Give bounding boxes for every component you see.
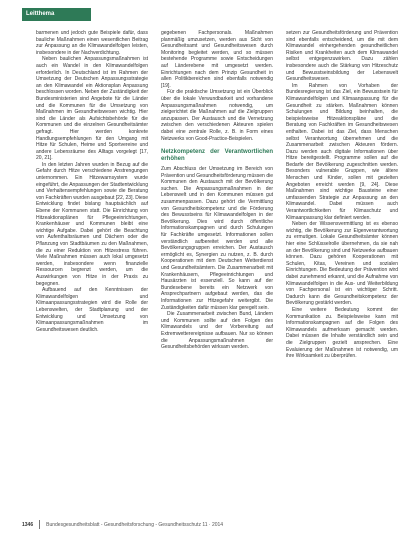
paragraph: gegebenen Fachpersonals. Maßnahmen planmäßig umzusetzen, werden aus Sicht von Gesundheitsamt und Gesundheitswesen durch Monitoring begleitet werden, und so müssen bestehende Programme sowie Entscheidungen auf Länderebene mit umgesetzt werden. Einrichtungen nach dem Prinzip Gesundheit in allen Politikbereichen sind ebenfalls notwendig [19]. [161,30,273,89]
footer-divider [39,520,40,529]
paragraph: Neben der Wissensvermittlung ist es ebenso wichtig, die Bevölkerung zur Eigenverantwortung zu ermutigen. Lokale Gesundheitsämter können hier eine Schlüsselrolle übernehmen, da sie nah an der Bevölkerung sind und Netzwerke aufbauen können. Dazu gehören Kooperationen mit Schulen, Kitas, Vereinen und sozialen Einrichtungen. Die Bedeutung der Prävention wird dabei zunehmend erkannt, und die Aufnahme von Klimawandelfolgen in die Aus- und Weiterbildung von Fachpersonal ist ein wichtiger Schritt. Dadurch kann die Gesundheitskompetenz der Bevölkerung gestärkt werden. [286,221,398,307]
column-3 [286,30,398,360]
paragraph: barmenen und jedoch gute Beispiele dafür, dass bauliche Maßnahmen einen wesentlichen Beitrag zur Anpassung an die Klimawandelfolgen leisten, insbesondere in der Nachverdichtung. [36,30,148,56]
paragraph: In den letzten Jahren wurden in Bezug auf die Gefahr durch Hitze verschiedene Anstrengungen unternommen. Ein Hitzewarnsystem wurde eingeführt, die Anpassungen der Stadtentwicklung und Verhaltensempfehlungen sowie die Beratung von Fachkräften wurden ausgebaut [22, 23]. Diese Entwicklung findet bislang hauptsächlich auf Ebene der Kommunen statt. Die Einrichtung von Hitzeaktionsplänen für Pflegeeinrichtungen, Krankenhäuser und Kommunen bleibt eine wichtige Aufgabe. Dabei gehört die Beachtung von Aufenthaltsräumen und Dächern oder die Pflanzung von Stadtbäumen zu den Maßnahmen, die zu einer Reduktion von Hitzestress führen. Viele Maßnahmen müssen auch lokal umgesetzt werden, insbesondere wenn finanzielle Ressourcen begrenzt werden, um die Auswirkungen von Hitze in der Praxis zu begegnen. [36,161,149,287]
column-1 [36,30,148,333]
paragraph: setzen zur Gesundheitsförderung und Prävention sind ebenfalls entscheidend, um die mit dem Klimawandel einhergehenden gesundheitlichen Risiken und Krankheiten auch dem Klimawandel selbst entgegenzuwirken. Dazu zählen insbesondere auch die Stärkung von Hitzeschutz und Bewusstseinsbildung der Lebenswelt Gesundheitswesen. [286,30,398,83]
column-2 [161,30,273,351]
page-footer [22,519,400,531]
section-heading: Netzkompetenz der Verantwortlichen erhöhen [161,149,273,163]
paragraph: Eine weitere Bedeutung kommt der Kommunikation zu. Beispielsweise kann mit Informationskampagnen auf die Folgen des Klimawandels aufmerksam gemacht werden. Dabei müssen die Inhalte verständlich sein und die Zielgruppen gezielt ansprechen. Eine Evaluierung der Maßnahmen ist notwendig, um ihre Wirksamkeit zu überprüfen. [286,306,398,360]
paragraph: Zum Abschluss der Umsetzung im Bereich von Prävention und Gesundheitsförderung müssen die Kommunen den Austausch mit der Bevölkerung suchen. Die Anpassungsmaßnahmen in der Lebenswelt und in den Kommunen müssen gut zusammenpassen. Dazu gehört die Vermittlung von Gesundheitskompetenz und die Förderung des Bewusstseins für Klimawandelfolgen in der Bevölkerung. Dies wird durch öffentliche Informationskampagnen und durch Schulungen für Fachkräfte umgesetzt. Informationen sollen verständlich aufbereitet werden und alle Bevölkerungsgruppen erreichen. Der Austausch ermöglicht es, Synergien zu nutzen, z. B. durch Kooperationen mit dem Deutschen Wetterdienst und Gesundheitsämtern. Die Zusammenarbeit mit Krankenhäusern, Pflegeeinrichtungen und Hausärzten ist essenziell. So kann auf der Bundesebene bereits ein Netzwerk von Ansprechpartnern aufgebaut werden, das die Informationen zur Hitzegefahr weitergibt. Die Zuständigkeiten dafür müssen klar geregelt sein. [161,166,273,311]
journal-citation: Bundesgesundheitsblatt - Gesundheitsforschung - Gesundheitsschutz 11 · 2014 [46,522,224,528]
paragraph: Neben baulichen Anpassungsmaßnahmen ist auch ein Wandel in den Klimawandelfolgen erforderlich. In Deutschland ist im Rahmen der Umsetzung der Deutschen Anpassungsstrategie an den Klimawandel ein Aktionsplan Anpassung beschlossen worden. Neben der Zuständigkeit der Bundesministerien sind Angebote für die Länder und die Kommunen für die Umsetzung von Maßnahmen im Gesundheitswesen wichtig. Hier sind die Länder als Aufsichtsbehörde für die Kommunen und die einzelnen Gesundheitsämter gefragt. Hier werden konkrete Handlungsempfehlungen für den Umgang mit Hitze für Schulen, Heime und Sportvereine und andere Lebensräume des Alltags vorgelegt [17, 20, 21]. [36,56,148,162]
paragraph: Aufbauend auf den Kenntnissen der Klimawandelfolgen und Klimaanpassungsstrategien wird die Rolle der Lebenswelten, der Stadtplanung und der Entwicklung und Umsetzung von Klimaanpassungsmaßnahmen im Gesundheitswesen deutlich. [36,287,148,333]
page-number: 1346 [22,522,34,528]
paragraph: Die Zusammenarbeit zwischen Bund, Ländern und Kommunen sollte auf den Folgen des Klimawandels und der Vorbereitung auf Extremwetterereignisse aufbauen. Nur so können die Anpassungsmaßnahmen der Gesundheitsbehörden wirksam werden. [161,311,273,351]
paragraph: Für die praktische Umsetzung ist ein Überblick über die lokale Verwundbarkeit und vorhandene Anpassungsmaßnahmen notwendig, um zielgerichtet die Maßnahmen auf die Zielgruppen anzupassen. Der Austausch und die Vernetzung zwischen den verschiedenen Akteuren spielen dabei eine zentrale Rolle, z. B. in Form eines Netzwerks von Good-Practice-Beispielen. [161,89,273,142]
paragraph: Im Rahmen von Vorhaben der Bundesregierung ist das Ziel, ein Bewusstsein für Klimawandelfolgen und Klimaanpassung für die Gesundheit zu stärken. Maßnahmen können Schulungen und Bildung beinhalten, die beispielsweise Hitzeaktionspläne und die Beratung von Fachkräften im Gesundheitswesen enthalten. Dabei ist das Ziel, dass Menschen selbst Verantwortung übernehmen und die Zusammenarbeit zwischen Akteuren fördern. Dazu werden auch digitale Informationen über Hitze bereitgestellt. Programme sollen auf die Bedarfe der Bevölkerung zugeschnitten werden. Besonders vulnerable Gruppen, wie ältere Menschen und Kinder, sollen mit gezielten Angeboten erreicht werden [9, 24]. Diese Maßnahmen sind wichtige Bausteine einer umfassenden Strategie zur Anpassung an den Klimawandel. Dabei müssen auch Verantwortlichkeiten für Klimaschutz und Klimaanpassung klar definiert werden. [286,82,398,221]
article-body [36,30,400,520]
section-label: Leitthema [22,8,91,21]
